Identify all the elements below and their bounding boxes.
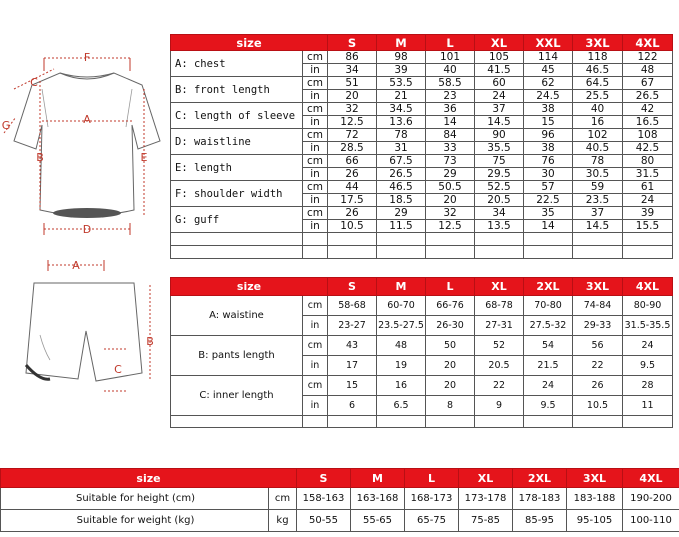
jersey-unit: in — [303, 116, 328, 129]
jersey-cell: 60 — [475, 77, 524, 90]
pants-cell: 20.5 — [475, 356, 524, 376]
pants-cell: 8 — [426, 396, 475, 416]
jersey-cell: 40.5 — [573, 142, 623, 155]
fit-unit: cm — [269, 488, 297, 510]
fit-table-body — [1, 488, 679, 532]
jersey-letter-a: A — [83, 113, 91, 126]
pants-cell: 48 — [377, 336, 426, 356]
jersey-cell: 44 — [328, 181, 377, 194]
jersey-blank-cell — [328, 246, 377, 259]
jersey-cell: 34.5 — [377, 103, 426, 116]
jersey-measure-label: B: front length — [171, 77, 303, 103]
jersey-blank-cell — [573, 246, 623, 259]
jersey-cell: 96 — [524, 129, 573, 142]
jersey-row — [171, 103, 673, 116]
jersey-cell: 30 — [524, 168, 573, 181]
jersey-cell: 26 — [328, 168, 377, 181]
pants-measure-label: C: inner length — [171, 376, 303, 416]
jersey-header-row — [171, 35, 673, 51]
fit-cell: 168-173 — [405, 488, 459, 510]
jersey-cell: 20 — [426, 194, 475, 207]
pants-row — [171, 336, 673, 356]
pants-unit: in — [303, 356, 328, 376]
jersey-unit: in — [303, 142, 328, 155]
pants-cell: 24 — [623, 336, 673, 356]
pants-cell: 20 — [426, 376, 475, 396]
fit-header-row — [1, 469, 679, 488]
fit-size-4xl: 4XL — [623, 469, 679, 488]
pants-measure-label: B: pants length — [171, 336, 303, 376]
jersey-cell: 35.5 — [475, 142, 524, 155]
jersey-letter-g: G — [1, 119, 11, 132]
pants-cell: 52 — [475, 336, 524, 356]
jersey-cell: 12.5 — [426, 220, 475, 233]
fit-cell: 158-163 — [297, 488, 351, 510]
fit-size-xl: XL — [459, 469, 513, 488]
pants-blank-cell — [171, 416, 303, 428]
pants-cell: 31.5-35.5 — [623, 316, 673, 336]
shorts-letter-b: B — [146, 335, 154, 348]
fit-size-table — [0, 468, 679, 532]
jersey-cell: 67.5 — [377, 155, 426, 168]
jersey-cell: 64.5 — [573, 77, 623, 90]
pants-blank-cell — [524, 416, 573, 428]
jersey-size-m: M — [377, 35, 426, 51]
fit-unit: kg — [269, 510, 297, 532]
jersey-cell: 38 — [524, 142, 573, 155]
pants-cell: 60-70 — [377, 296, 426, 316]
pants-cell: 27.5-32 — [524, 316, 573, 336]
pants-measure-label: A: waistine — [171, 296, 303, 336]
pants-cell: 17 — [328, 356, 377, 376]
jersey-cell: 101 — [426, 51, 475, 64]
pants-cell: 16 — [377, 376, 426, 396]
jersey-row — [171, 155, 673, 168]
pants-cell: 26 — [573, 376, 623, 396]
pants-cell: 68-78 — [475, 296, 524, 316]
pants-size-l: L — [426, 278, 475, 296]
jersey-cell: 21 — [377, 90, 426, 103]
pants-cell: 26-30 — [426, 316, 475, 336]
jersey-cell: 80 — [623, 155, 673, 168]
jersey-cell: 26.5 — [623, 90, 673, 103]
jersey-cell: 14.5 — [573, 220, 623, 233]
jersey-unit: cm — [303, 181, 328, 194]
jersey-cell: 26 — [328, 207, 377, 220]
jersey-cell: 22.5 — [524, 194, 573, 207]
jersey-size-s: S — [328, 35, 377, 51]
pants-cell: 23.5-27.5 — [377, 316, 426, 336]
pants-cell: 9.5 — [623, 356, 673, 376]
jersey-unit: cm — [303, 77, 328, 90]
jersey-letter-d: D — [82, 223, 92, 236]
fit-cell: 75-85 — [459, 510, 513, 532]
jersey-unit: in — [303, 64, 328, 77]
jersey-cell: 38 — [524, 103, 573, 116]
jersey-cell: 15.5 — [623, 220, 673, 233]
jersey-measure-label: D: waistline — [171, 129, 303, 155]
jersey-cell: 26.5 — [377, 168, 426, 181]
jersey-cell: 73 — [426, 155, 475, 168]
jersey-row — [171, 77, 673, 90]
jersey-blank-cell — [623, 233, 673, 246]
jersey-measure-label: C: length of sleeve — [171, 103, 303, 129]
fit-label: Suitable for weight (kg) — [1, 510, 269, 532]
jersey-table-body — [171, 51, 673, 259]
jersey-size-table — [170, 34, 673, 259]
jersey-measure-label: A: chest — [171, 51, 303, 77]
fit-row — [1, 488, 679, 510]
jersey-cell: 86 — [328, 51, 377, 64]
pants-blank-cell — [623, 416, 673, 428]
jersey-blank-cell — [623, 246, 673, 259]
pants-blank-cell — [328, 416, 377, 428]
jersey-cell: 39 — [377, 64, 426, 77]
jersey-cell: 35 — [524, 207, 573, 220]
pants-cell: 66-76 — [426, 296, 475, 316]
jersey-blank-cell — [426, 246, 475, 259]
fit-header-size: size — [1, 469, 297, 488]
jersey-cell: 48 — [623, 64, 673, 77]
jersey-cell: 78 — [573, 155, 623, 168]
jersey-cell: 28.5 — [328, 142, 377, 155]
jersey-size-3xl: 3XL — [573, 35, 623, 51]
jersey-cell: 90 — [475, 129, 524, 142]
jersey-cell: 31.5 — [623, 168, 673, 181]
pants-cell: 50 — [426, 336, 475, 356]
jersey-measure-label: G: guff — [171, 207, 303, 233]
jersey-cell: 29 — [426, 168, 475, 181]
fit-size-m: M — [351, 469, 405, 488]
jersey-blank-cell — [377, 246, 426, 259]
jersey-cell: 40 — [573, 103, 623, 116]
pants-unit: cm — [303, 376, 328, 396]
fit-label: Suitable for height (cm) — [1, 488, 269, 510]
jersey-cell: 24 — [623, 194, 673, 207]
jersey-cell: 58.5 — [426, 77, 475, 90]
pants-cell: 29-33 — [573, 316, 623, 336]
fit-cell: 173-178 — [459, 488, 513, 510]
jersey-size-l: L — [426, 35, 475, 51]
pants-blank-cell — [475, 416, 524, 428]
pants-cell: 22 — [573, 356, 623, 376]
pants-row — [171, 376, 673, 396]
jersey-cell: 18.5 — [377, 194, 426, 207]
jersey-cell: 75 — [475, 155, 524, 168]
jersey-blank-row — [171, 246, 673, 259]
jersey-cell: 76 — [524, 155, 573, 168]
pants-size-m: M — [377, 278, 426, 296]
jersey-unit: in — [303, 90, 328, 103]
jersey-letter-e: E — [140, 151, 148, 164]
jersey-cell: 108 — [623, 129, 673, 142]
jersey-unit: cm — [303, 51, 328, 64]
jersey-cell: 40 — [426, 64, 475, 77]
jersey-cell: 34 — [328, 64, 377, 77]
fit-cell: 50-55 — [297, 510, 351, 532]
pants-row — [171, 296, 673, 316]
jersey-cell: 25.5 — [573, 90, 623, 103]
pants-cell: 58-68 — [328, 296, 377, 316]
fit-size-3xl: 3XL — [567, 469, 623, 488]
jersey-cell: 50.5 — [426, 181, 475, 194]
pants-size-xl: XL — [475, 278, 524, 296]
jersey-cell: 72 — [328, 129, 377, 142]
jersey-cell: 37 — [573, 207, 623, 220]
jersey-blank-cell — [171, 233, 303, 246]
jersey-cell: 52.5 — [475, 181, 524, 194]
jersey-diagram — [0, 45, 170, 240]
jersey-blank-cell — [426, 233, 475, 246]
pants-table-body — [171, 296, 673, 428]
jersey-cell: 10.5 — [328, 220, 377, 233]
jersey-cell: 42 — [623, 103, 673, 116]
jersey-letter-c: C — [30, 76, 38, 89]
shorts-letter-c: C — [114, 363, 122, 376]
jersey-cell: 62 — [524, 77, 573, 90]
jersey-cell: 20.5 — [475, 194, 524, 207]
jersey-cell: 45 — [524, 64, 573, 77]
fit-size-2xl: 2XL — [513, 469, 567, 488]
jersey-cell: 16.5 — [623, 116, 673, 129]
fit-cell: 55-65 — [351, 510, 405, 532]
jersey-cell: 59 — [573, 181, 623, 194]
jersey-unit: cm — [303, 155, 328, 168]
shorts-diagram — [0, 255, 170, 405]
pants-size-4xl: 4XL — [623, 278, 673, 296]
jersey-blank-cell — [171, 246, 303, 259]
pants-cell: 6 — [328, 396, 377, 416]
jersey-cell: 102 — [573, 129, 623, 142]
jersey-size-xl: XL — [475, 35, 524, 51]
fit-cell: 183-188 — [567, 488, 623, 510]
jersey-cell: 36 — [426, 103, 475, 116]
jersey-blank-cell — [573, 233, 623, 246]
pants-blank-row — [171, 416, 673, 428]
pants-size-s: S — [328, 278, 377, 296]
jersey-cell: 20 — [328, 90, 377, 103]
jersey-cell: 17.5 — [328, 194, 377, 207]
jersey-blank-cell — [328, 233, 377, 246]
pants-unit: cm — [303, 296, 328, 316]
jersey-cell: 23 — [426, 90, 475, 103]
pants-cell: 24 — [524, 376, 573, 396]
jersey-blank-cell — [524, 246, 573, 259]
jersey-cell: 13.6 — [377, 116, 426, 129]
jersey-cell: 98 — [377, 51, 426, 64]
jersey-cell: 84 — [426, 129, 475, 142]
fit-size-s: S — [297, 469, 351, 488]
pants-cell: 11 — [623, 396, 673, 416]
pants-cell: 6.5 — [377, 396, 426, 416]
jersey-cell: 29 — [377, 207, 426, 220]
pants-cell: 21.5 — [524, 356, 573, 376]
jersey-unit: in — [303, 194, 328, 207]
jersey-cell: 51 — [328, 77, 377, 90]
jersey-cell: 29.5 — [475, 168, 524, 181]
pants-size-3xl: 3XL — [573, 278, 623, 296]
jersey-cell: 41.5 — [475, 64, 524, 77]
jersey-row — [171, 129, 673, 142]
jersey-cell: 23.5 — [573, 194, 623, 207]
jersey-measure-label: F: shoulder width — [171, 181, 303, 207]
pants-unit: in — [303, 316, 328, 336]
pants-cell: 19 — [377, 356, 426, 376]
pants-cell: 9 — [475, 396, 524, 416]
jersey-cell: 61 — [623, 181, 673, 194]
jersey-unit: in — [303, 168, 328, 181]
jersey-cell: 122 — [623, 51, 673, 64]
fit-cell: 163-168 — [351, 488, 405, 510]
pants-blank-cell — [303, 416, 328, 428]
jersey-cell: 31 — [377, 142, 426, 155]
jersey-cell: 114 — [524, 51, 573, 64]
jersey-cell: 105 — [475, 51, 524, 64]
jersey-cell: 78 — [377, 129, 426, 142]
jersey-cell: 66 — [328, 155, 377, 168]
fit-size-l: L — [405, 469, 459, 488]
pants-header-size: size — [171, 278, 328, 296]
shorts-letter-a: A — [72, 259, 80, 272]
jersey-row — [171, 207, 673, 220]
pants-blank-cell — [426, 416, 475, 428]
pants-cell: 70-80 — [524, 296, 573, 316]
jersey-cell: 46.5 — [573, 64, 623, 77]
jersey-blank-cell — [303, 233, 328, 246]
jersey-cell: 57 — [524, 181, 573, 194]
jersey-cell: 16 — [573, 116, 623, 129]
jersey-cell: 30.5 — [573, 168, 623, 181]
pants-unit: in — [303, 396, 328, 416]
jersey-cell: 11.5 — [377, 220, 426, 233]
jersey-cell: 24.5 — [524, 90, 573, 103]
jersey-size-xxl: XXL — [524, 35, 573, 51]
jersey-blank-cell — [303, 246, 328, 259]
jersey-cell: 14.5 — [475, 116, 524, 129]
jersey-blank-cell — [524, 233, 573, 246]
pants-cell: 74-84 — [573, 296, 623, 316]
pants-blank-cell — [377, 416, 426, 428]
jersey-cell: 14 — [426, 116, 475, 129]
jersey-unit: cm — [303, 103, 328, 116]
jersey-cell: 14 — [524, 220, 573, 233]
pants-header-row — [171, 278, 673, 296]
pants-size-2xl: 2XL — [524, 278, 573, 296]
jersey-size-4xl: 4XL — [623, 35, 673, 51]
pants-cell: 22 — [475, 376, 524, 396]
pants-cell: 43 — [328, 336, 377, 356]
jersey-cell: 39 — [623, 207, 673, 220]
pants-unit: cm — [303, 336, 328, 356]
jersey-unit: cm — [303, 129, 328, 142]
pants-cell: 15 — [328, 376, 377, 396]
fit-row — [1, 510, 679, 532]
jersey-cell: 46.5 — [377, 181, 426, 194]
pants-size-table — [170, 277, 673, 428]
pants-blank-cell — [573, 416, 623, 428]
jersey-blank-cell — [377, 233, 426, 246]
jersey-letter-f: F — [83, 51, 91, 64]
jersey-cell: 32 — [426, 207, 475, 220]
jersey-blank-cell — [475, 246, 524, 259]
jersey-blank-cell — [475, 233, 524, 246]
jersey-cell: 24 — [475, 90, 524, 103]
jersey-unit: cm — [303, 207, 328, 220]
fit-cell: 65-75 — [405, 510, 459, 532]
jersey-cell: 118 — [573, 51, 623, 64]
pants-cell: 20 — [426, 356, 475, 376]
pants-cell: 10.5 — [573, 396, 623, 416]
jersey-cell: 15 — [524, 116, 573, 129]
jersey-cell: 37 — [475, 103, 524, 116]
jersey-cell: 34 — [475, 207, 524, 220]
jersey-row — [171, 51, 673, 64]
pants-cell: 80-90 — [623, 296, 673, 316]
jersey-unit: in — [303, 220, 328, 233]
fit-cell: 85-95 — [513, 510, 567, 532]
pants-cell: 9.5 — [524, 396, 573, 416]
jersey-row — [171, 181, 673, 194]
pants-cell: 54 — [524, 336, 573, 356]
jersey-cell: 67 — [623, 77, 673, 90]
fit-cell: 190-200 — [623, 488, 679, 510]
jersey-cell: 53.5 — [377, 77, 426, 90]
jersey-cell: 33 — [426, 142, 475, 155]
pants-cell: 28 — [623, 376, 673, 396]
jersey-cell: 32 — [328, 103, 377, 116]
jersey-cell: 13.5 — [475, 220, 524, 233]
pants-cell: 56 — [573, 336, 623, 356]
jersey-measure-label: E: length — [171, 155, 303, 181]
fit-cell: 95-105 — [567, 510, 623, 532]
jersey-blank-row — [171, 233, 673, 246]
jersey-header-size: size — [171, 35, 328, 51]
jersey-cell: 12.5 — [328, 116, 377, 129]
pants-cell: 23-27 — [328, 316, 377, 336]
jersey-letter-b: B — [36, 151, 44, 164]
fit-cell: 178-183 — [513, 488, 567, 510]
jersey-cell: 42.5 — [623, 142, 673, 155]
fit-cell: 100-110 — [623, 510, 679, 532]
pants-cell: 27-31 — [475, 316, 524, 336]
